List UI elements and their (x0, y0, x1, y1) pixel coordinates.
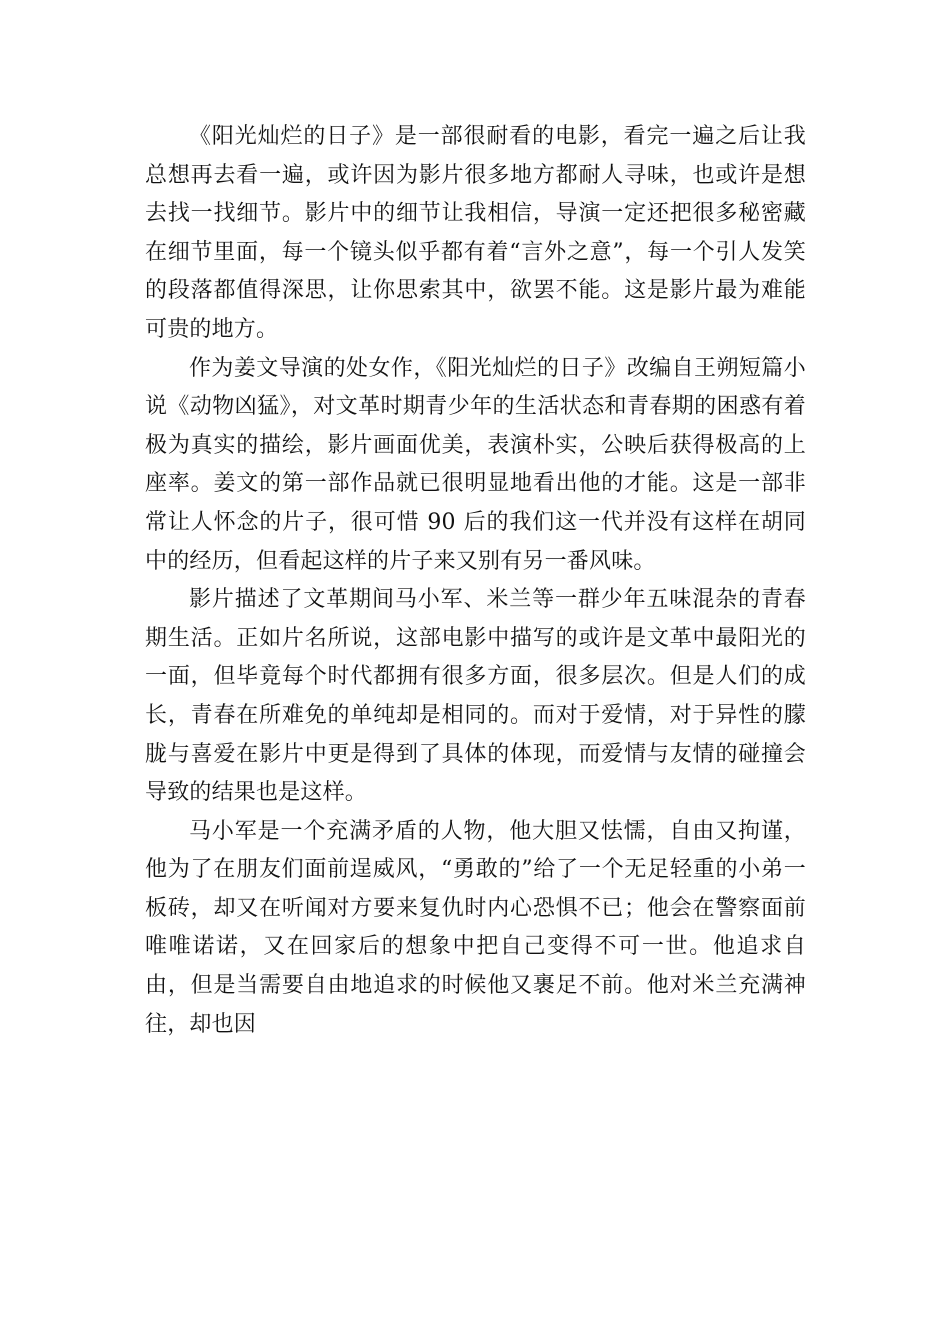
paragraph-3: 影片描述了文革期间马小军、米兰等一群少年五味混杂的青春期生活。正如片名所说，这部电影中描写的或许是文革中最阳光的一面，但毕竟每个时代都拥有很多方面，很多层次。但是人们的成长，青春在所难免的单纯却是相同的。而对于爱情，对于异性的朦胧与喜爱在影片中更是得到了具体的体现，而爱情与友情的碰撞会导致的结果也是这样。 (145, 587, 806, 806)
paragraph-4: 马小军是一个充满矛盾的人物，他大胆又怯懦，自由又拘谨，他为了在朋友们面前逞威风，“勇敢的”给了一个无足轻重的小弟一板砖，却又在听闻对方要来复仇时内心恐惧不已；他会在警察面前唯唯诺诺，又在回家后的想象中把自己变得不可一世。他追求自由，但是当需要自由地追求的时候他又裹足不前。他对米兰充满神往，却也因 (145, 818, 806, 1037)
paragraph-1: 《阳光灿烂的日子》是一部很耐看的电影，看完一遍之后让我总想再去看一遍，或许因为影片很多地方都耐人寻味，也或许是想去找一找细节。影片中的细节让我相信，导演一定还把很多秘密藏在细节里面，每一个镜头似乎都有着“言外之意”，每一个引人发笑的段落都值得深思，让你思索其中，欲罢不能。这是影片最为难能可贵的地方。 (145, 124, 806, 342)
document-body (145, 118, 806, 1044)
paragraph-2: 作为姜文导演的处女作，《阳光灿烂的日子》改编自王朔短篇小说《动物凶猛》，对文革时期青少年的生活状态和青春期的困惑有着极为真实的描绘，影片画面优美，表演朴实，公映后获得极高的上座率。姜文的第一部作品就已很明显地看出他的才能。这是一部非常让人怀念的片子，很可惜 90 后的我们这一代并没有这样在胡同中的经历，但看起这样的片子来又别有另一番风味。 (145, 355, 806, 574)
